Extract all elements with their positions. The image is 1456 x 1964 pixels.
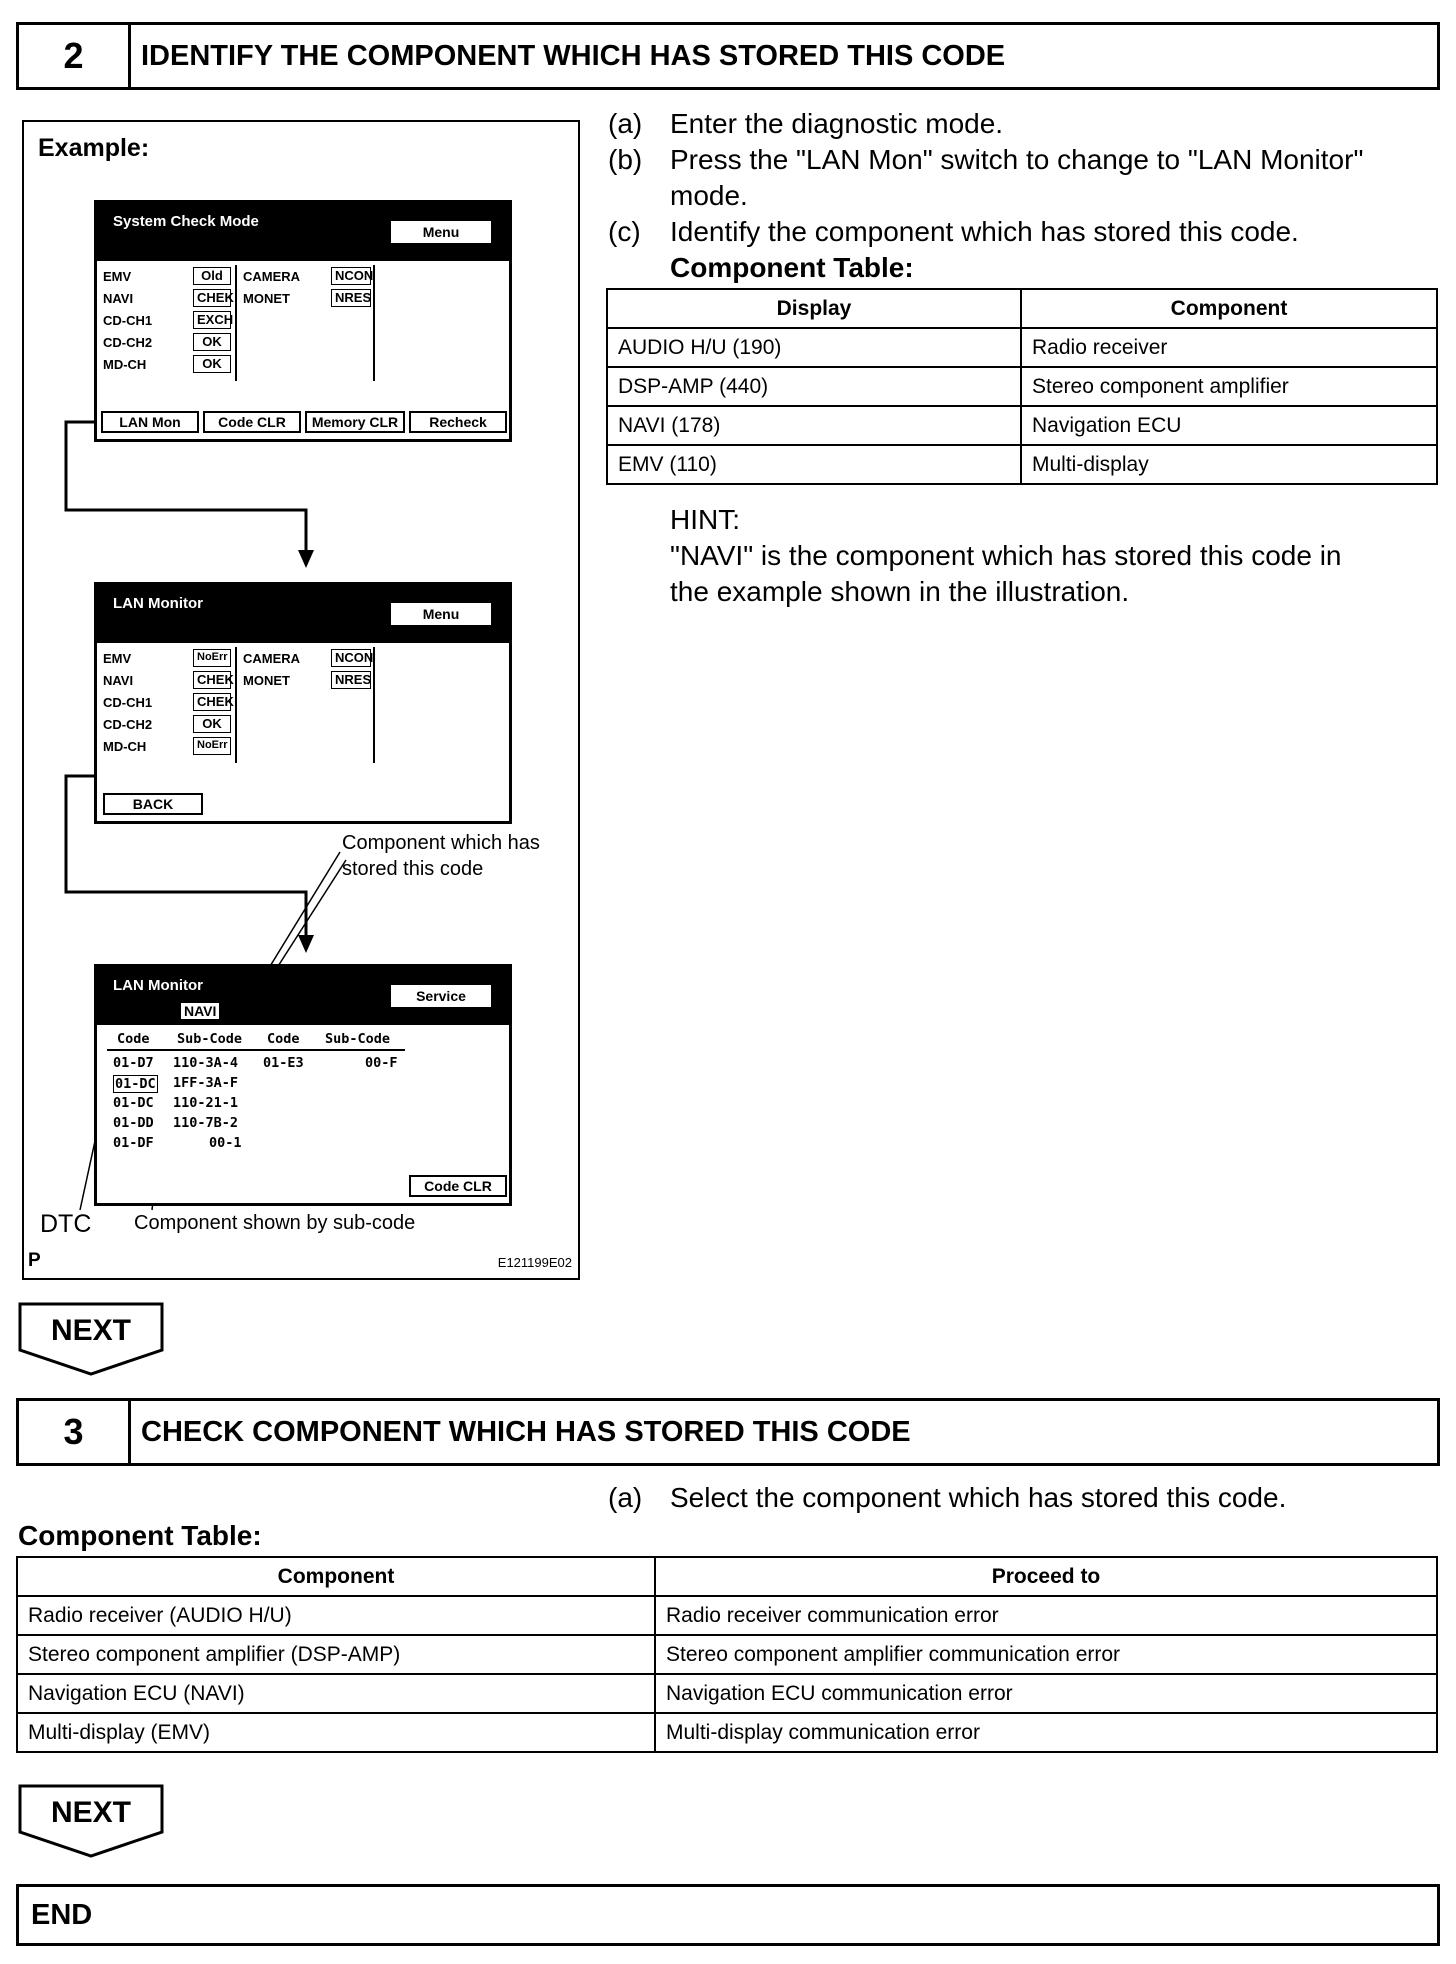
table-cell: Multi-display (EMV) [17,1713,655,1752]
item-status: NRES [331,671,371,689]
menu-button[interactable]: Menu [391,221,491,243]
corner-letter: P [28,1250,41,1271]
sub-code: 1FF-3A-F [173,1075,239,1091]
callout-stored-line-1: Component which has [342,832,540,854]
step-title: IDENTIFY THE COMPONENT WHICH HAS STORED THIS CODE [141,39,1006,72]
table-row [607,406,1437,445]
table-cell: AUDIO H/U (190) [607,328,1021,367]
table-row [607,328,1437,367]
instruction-letter: (b) [608,144,643,175]
table-cell: Radio receiver communication error [655,1596,1437,1635]
item-status: OK [193,715,231,733]
example-illustration [22,120,580,1280]
hint-label: HINT: [670,504,740,535]
step3-instruction-a [608,1480,1286,1516]
next-arrow-2 [18,1784,164,1858]
col-header: Sub-Code [177,1031,243,1047]
callout-dtc: DTC [40,1210,92,1238]
instruction-text: Enter the diagnostic mode. [670,108,1004,139]
instruction-a [608,106,1003,142]
table-title: Component Table: [18,1520,262,1551]
table-title: Component Table: [670,252,914,283]
table-cell: NAVI (178) [607,406,1021,445]
instruction-b [608,142,1363,178]
table-cell: Stereo component amplifier communication error [655,1635,1437,1674]
table-cell: Multi-display communication error [655,1713,1437,1752]
component-table-proceed [16,1556,1438,1753]
item-label: CD-CH2 [103,717,153,732]
memory-clr-button[interactable]: Memory CLR [305,411,405,433]
code-clr-button[interactable]: Code CLR [409,1175,507,1197]
instruction-text: Press the "LAN Mon" switch to change to "LAN Monitor" [670,144,1364,175]
step-number: 2 [19,25,131,87]
table-cell: Navigation ECU (NAVI) [17,1674,655,1713]
screen-system-check-mode [94,200,512,442]
instruction-text: Identify the component which has stored this code. [670,216,1299,247]
column-header: Component [17,1557,655,1596]
instruction-letter: (a) [608,108,643,139]
step-2-header [16,22,1440,90]
screen-title: System Check Mode [113,213,259,230]
hint-text-line-1: "NAVI" is the component which has stored this code in [670,540,1342,571]
item-status: NoErr [193,737,231,755]
col-header: Code [267,1031,300,1047]
item-label: NAVI [103,291,134,306]
arrowhead-1 [298,550,314,568]
next-arrow-1 [18,1302,164,1376]
screen-title: LAN Monitor [113,977,203,994]
menu-button[interactable]: Menu [391,603,491,625]
instruction-letter: (a) [608,1482,643,1513]
recheck-button[interactable]: Recheck [409,411,507,433]
column-header: Proceed to [655,1557,1437,1596]
service-button[interactable]: Service [391,985,491,1007]
sub-code: 110-21-1 [173,1095,239,1111]
lan-mon-button[interactable]: LAN Mon [101,411,199,433]
dtc-code: 01-DC [113,1095,154,1111]
item-status: OK [193,355,231,373]
instruction-b-continued: mode. [670,180,748,211]
table-cell: Navigation ECU communication error [655,1674,1437,1713]
instruction-letter: (c) [608,216,641,247]
dtc-code: 01-DF [113,1135,154,1151]
example-label: Example: [38,134,150,162]
hint-text-line-2: the example shown in the illustration. [670,576,1130,607]
sub-code: 00-F [365,1055,398,1071]
sub-code: 110-3A-4 [173,1055,239,1071]
arrowhead-2 [298,935,314,953]
dtc-code: 01-DD [113,1115,154,1131]
table-cell: Radio receiver [1021,328,1437,367]
component-name-badge: NAVI [179,1001,221,1021]
col-header: Sub-Code [325,1031,391,1047]
item-status: NCON [331,267,371,285]
next-label: NEXT [50,1796,131,1829]
item-label: EMV [103,269,132,284]
item-label: CD-CH2 [103,335,153,350]
table-cell: Multi-display [1021,445,1437,484]
dtc-code-highlighted: 01-DC [115,1076,156,1092]
item-status: CHEK [193,693,231,711]
item-status: NoErr [193,649,231,667]
code-clr-button[interactable]: Code CLR [203,411,301,433]
table-row [17,1713,1437,1752]
item-status: NCON [331,649,371,667]
screen-title: LAN Monitor [113,595,203,612]
table-row [17,1674,1437,1713]
item-label: MD-CH [103,739,147,754]
item-label: MONET [243,673,290,688]
col-header: Code [117,1031,150,1047]
screen-lan-monitor-service [94,964,512,1206]
back-button[interactable]: BACK [103,793,203,815]
dtc-code: 01-E3 [263,1055,304,1071]
table-header-row [607,289,1437,328]
column-header: Display [607,289,1021,328]
step-number: 3 [19,1401,131,1463]
end-box: END [16,1884,1440,1946]
table-header-row [17,1557,1437,1596]
table-cell: DSP-AMP (440) [607,367,1021,406]
instruction-text: Select the component which has stored this code. [670,1482,1287,1513]
table-cell: Stereo component amplifier (DSP-AMP) [17,1635,655,1674]
table-row [607,367,1437,406]
table-row [17,1635,1437,1674]
item-label: CAMERA [243,651,301,666]
item-label: MD-CH [103,357,147,372]
item-status: EXCH [193,311,231,329]
item-status: CHEK [193,289,231,307]
figure-code: E121199E02 [497,1255,572,1270]
item-status: NRES [331,289,371,307]
callout-subcode: Component shown by sub-code [134,1212,416,1234]
table-cell: Navigation ECU [1021,406,1437,445]
callout-stored-line-2: stored this code [342,858,484,880]
table-cell: EMV (110) [607,445,1021,484]
table-cell: Radio receiver (AUDIO H/U) [17,1596,655,1635]
dtc-code: 01-D7 [113,1055,154,1071]
column-header: Component [1021,289,1437,328]
item-label: CD-CH1 [103,313,153,328]
item-label: EMV [103,651,132,666]
table-row [607,445,1437,484]
step-3-header [16,1398,1440,1466]
sub-code: 00-1 [209,1135,242,1151]
instruction-c [608,214,1299,250]
item-label: NAVI [103,673,134,688]
item-status: CHEK [193,671,231,689]
item-label: CD-CH1 [103,695,153,710]
sub-code: 110-7B-2 [173,1115,239,1131]
item-label: MONET [243,291,290,306]
screen-lan-monitor [94,582,512,824]
item-status: OK [193,333,231,351]
step-title: CHECK COMPONENT WHICH HAS STORED THIS CODE [141,1415,911,1448]
table-row [17,1596,1437,1635]
item-status: Old [193,267,231,285]
component-table-display [606,288,1438,485]
table-cell: Stereo component amplifier [1021,367,1437,406]
item-label: CAMERA [243,269,301,284]
next-label: NEXT [50,1314,131,1347]
